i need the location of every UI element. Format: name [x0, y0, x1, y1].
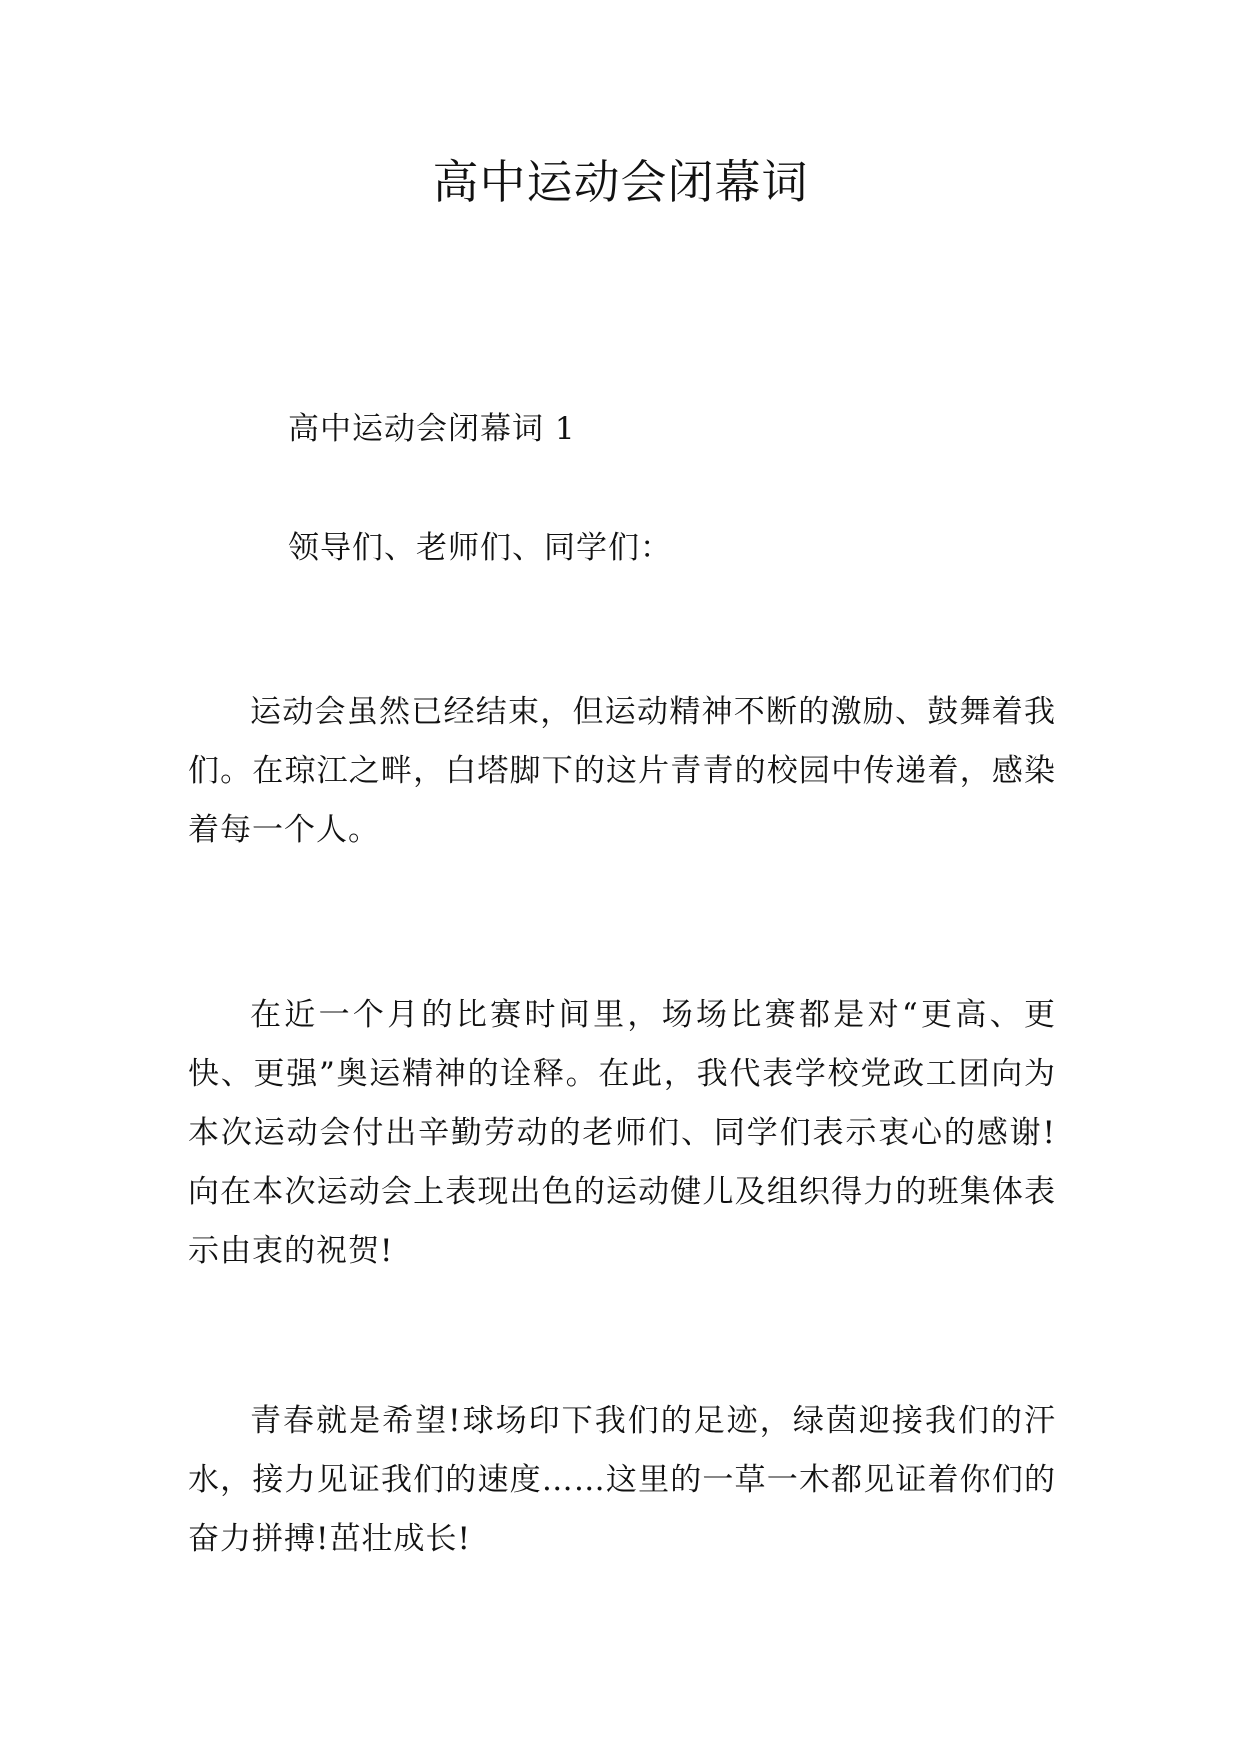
paragraph: 运动会虽然已经结束，但运动精神不断的激励、鼓舞着我们。在琼江之畔，白塔脚下的这片青青的校园中传递着，感染着每一个人。: [188, 694, 1056, 848]
section-heading: 高中运动会闭幕词 1: [288, 411, 576, 447]
paragraph: 青春就是希望!球场印下我们的足迹，绿茵迎接我们的汗水，接力见证我们的速度……这里的一草一木都见证着你们的奋力拼搏!茁壮成长!: [188, 1403, 1056, 1557]
document-title: 高中运动会闭幕词: [432, 155, 809, 209]
salutation: 领导们、老师们、同学们：: [288, 530, 672, 566]
paragraph: 在近一个月的比赛时间里，场场比赛都是对“更高、更快、更强”奥运精神的诠释。在此，我代表学校党政工团向为本次运动会付出辛勤劳动的老师们、同学们表示衷心的感谢!向在本次运动会上表现出色的运动健儿及组织得力的班集体表示由衷的祝贺!: [188, 997, 1056, 1269]
